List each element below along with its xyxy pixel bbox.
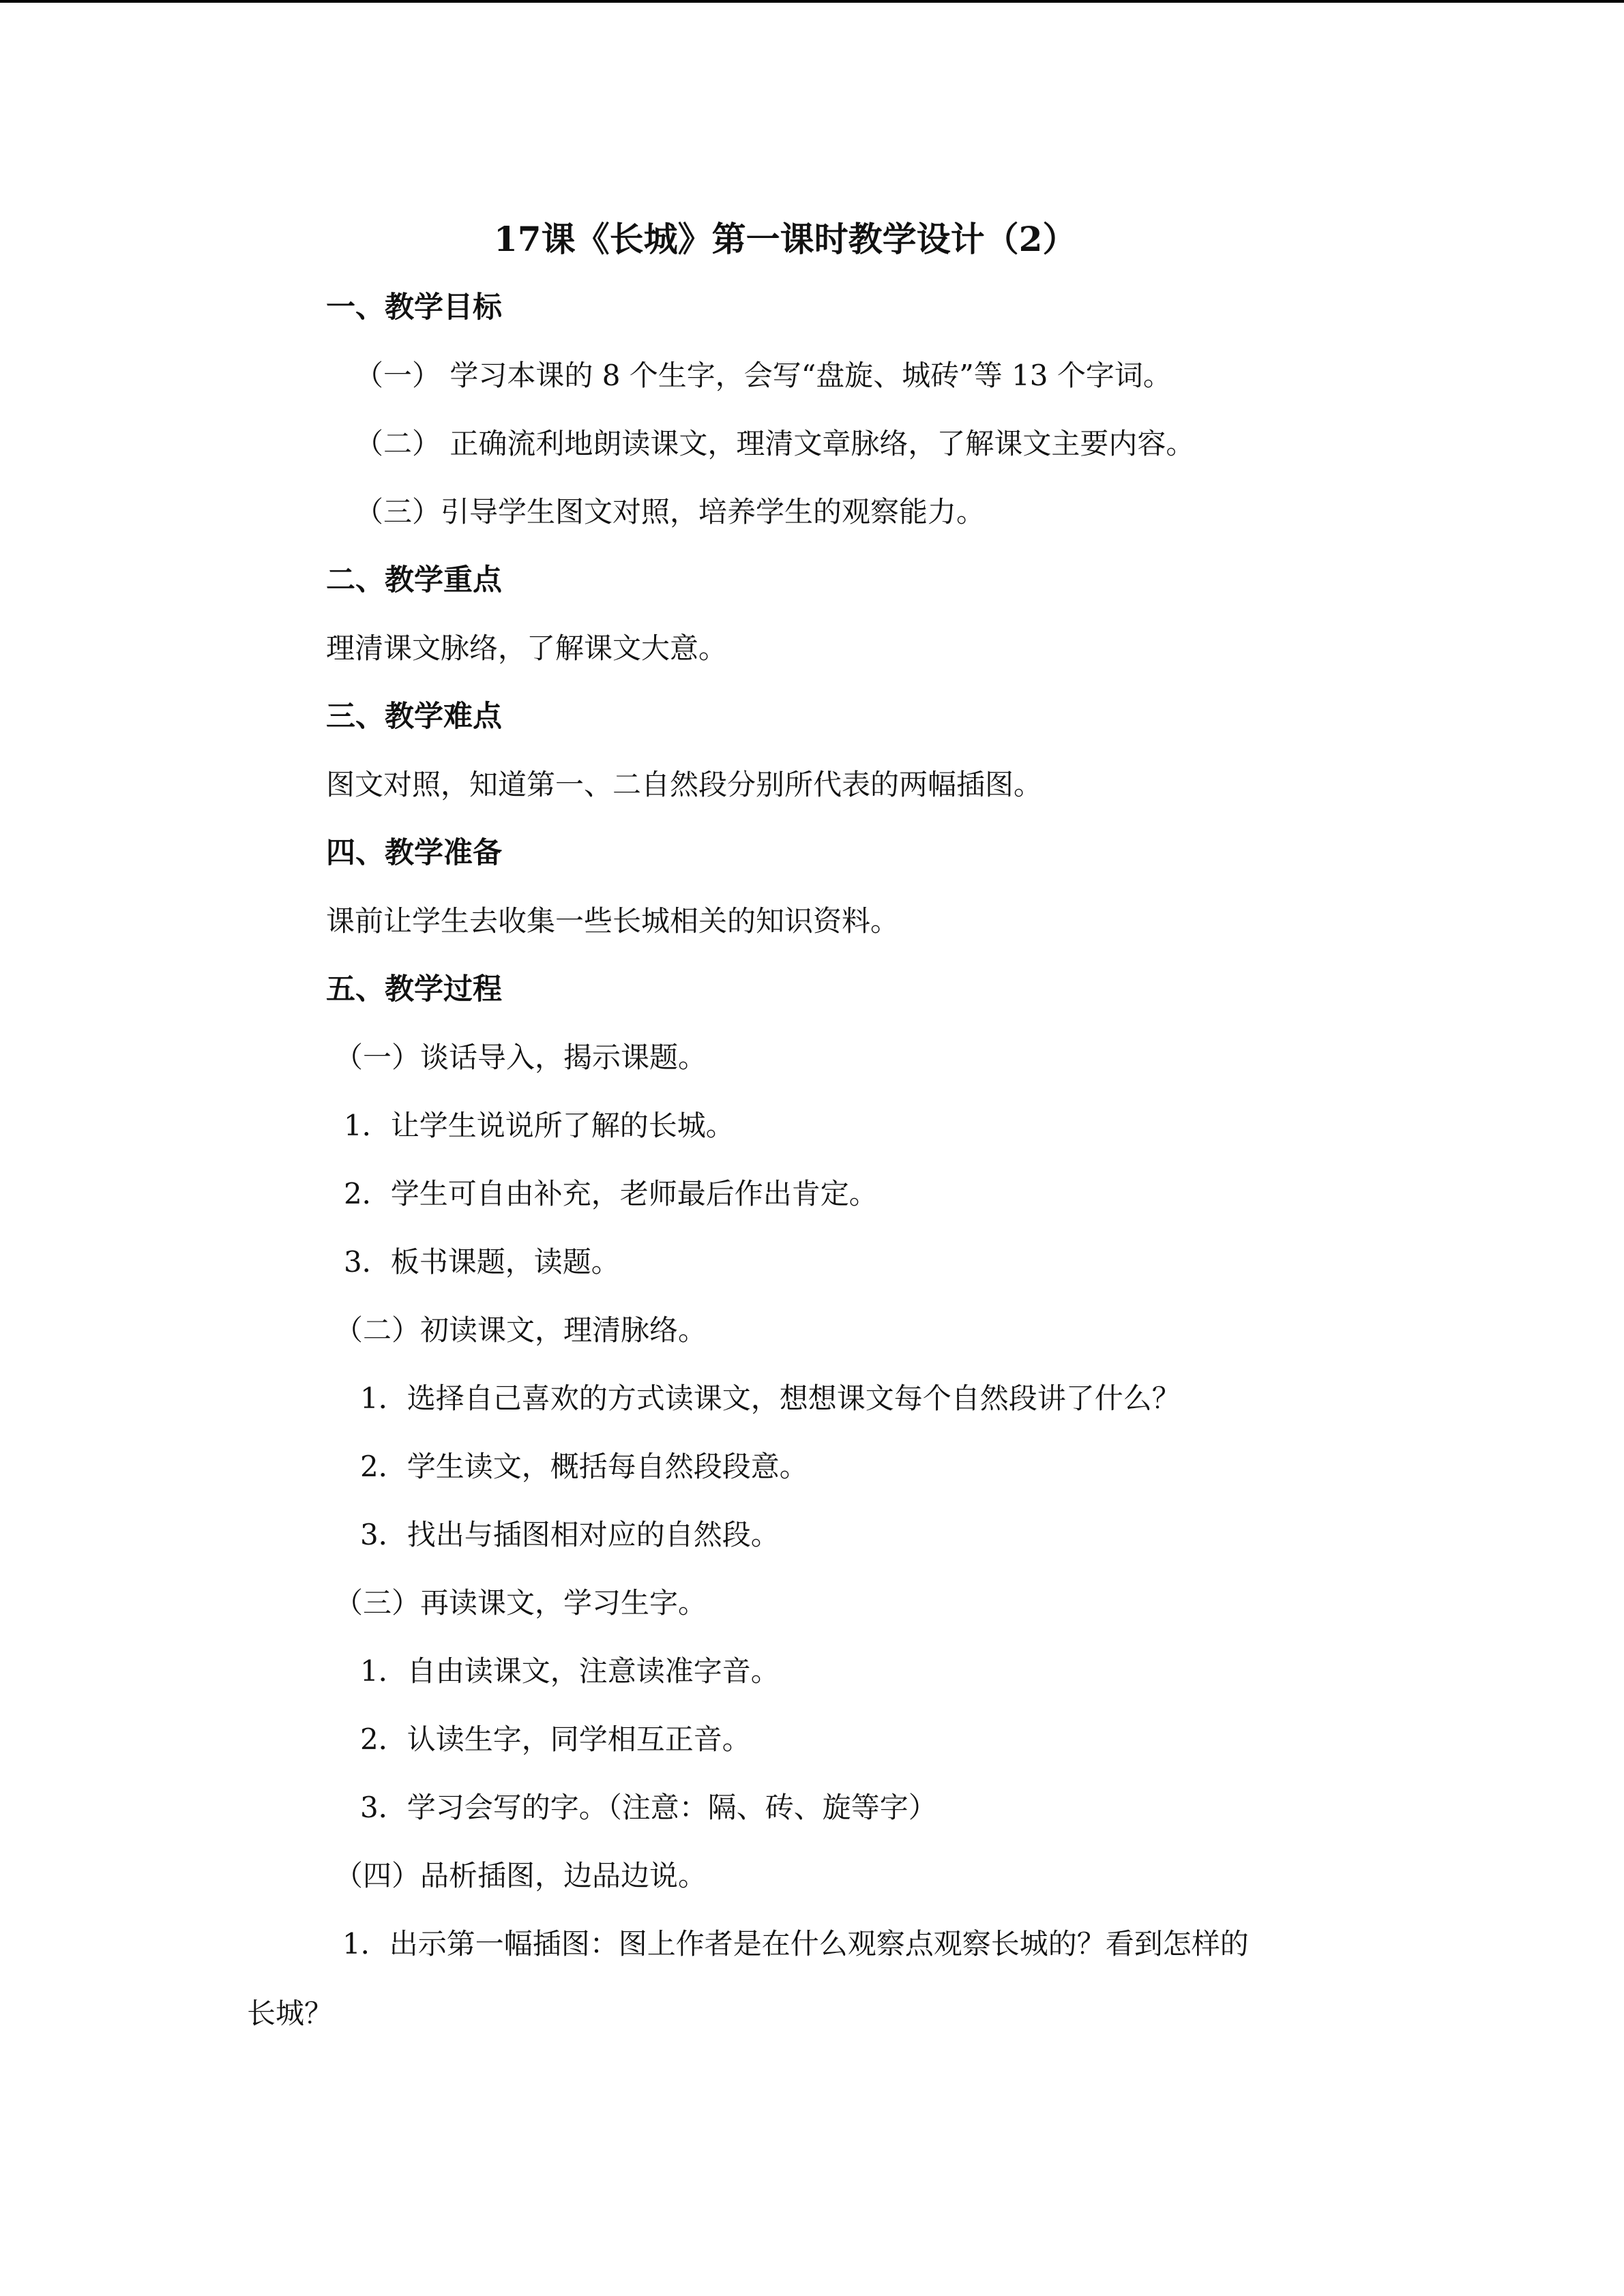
- objective-item-1: （一） 学习本课的 8 个生字，会写“盘旋、城砖”等 13 个字词。: [355, 359, 1172, 392]
- process-step-1: （一）谈话导入，揭示课题。: [334, 1041, 707, 1074]
- heading-difficulties: 三、教学难点: [326, 700, 502, 734]
- process-substep: 1．自由读课文，注意读准字音。: [360, 1654, 780, 1688]
- difficulties-text: 图文对照，知道第一、二自然段分别所代表的两幅插图。: [326, 768, 1043, 801]
- process-substep: 3．板书课题，读题。: [344, 1245, 620, 1279]
- process-substep-continuation: 长城？: [247, 1997, 334, 2030]
- process-substep: 2．认读生字，同学相互正音。: [360, 1723, 751, 1756]
- process-substep: 1．出示第一幅插图：图上作者是在什么观察点观察长城的？看到怎样的: [342, 1927, 1249, 1960]
- process-step-2: （二）初读课文，理清脉络。: [334, 1313, 707, 1347]
- process-substep: 2．学生读文，概括每自然段段意。: [360, 1450, 808, 1483]
- preparation-text: 课前让学生去收集一些长城相关的知识资料。: [326, 904, 900, 938]
- process-substep: 1．让学生说说所了解的长城。: [344, 1109, 735, 1142]
- heading-preparation: 四、教学准备: [326, 836, 502, 870]
- process-substep: 3．找出与插图相对应的自然段。: [360, 1518, 780, 1551]
- page-title: 17课《长城》第一课时教学设计（2）: [494, 219, 1077, 259]
- process-substep: 2．学生可自由补充，老师最后作出肯定。: [344, 1177, 878, 1210]
- objective-item-3: （三）引导学生图文对照，培养学生的观察能力。: [355, 495, 986, 528]
- process-step-3: （三）再读课文，学习生字。: [334, 1586, 707, 1620]
- heading-process: 五、教学过程: [326, 972, 502, 1007]
- process-substep: 1．选择自己喜欢的方式读课文，想想课文每个自然段讲了什么？: [360, 1382, 1181, 1415]
- objective-item-2: （二） 正确流利地朗读课文，理清文章脉络，了解课文主要内容。: [355, 427, 1195, 460]
- heading-objectives: 一、教学目标: [326, 290, 502, 325]
- heading-key-points: 二、教学重点: [326, 563, 502, 597]
- process-step-4: （四）品析插图，边品边说。: [334, 1859, 707, 1892]
- process-substep: 3．学习会写的字。（注意：隔、砖、旋等字）: [360, 1791, 937, 1824]
- key-points-text: 理清课文脉络，了解课文大意。: [326, 631, 728, 665]
